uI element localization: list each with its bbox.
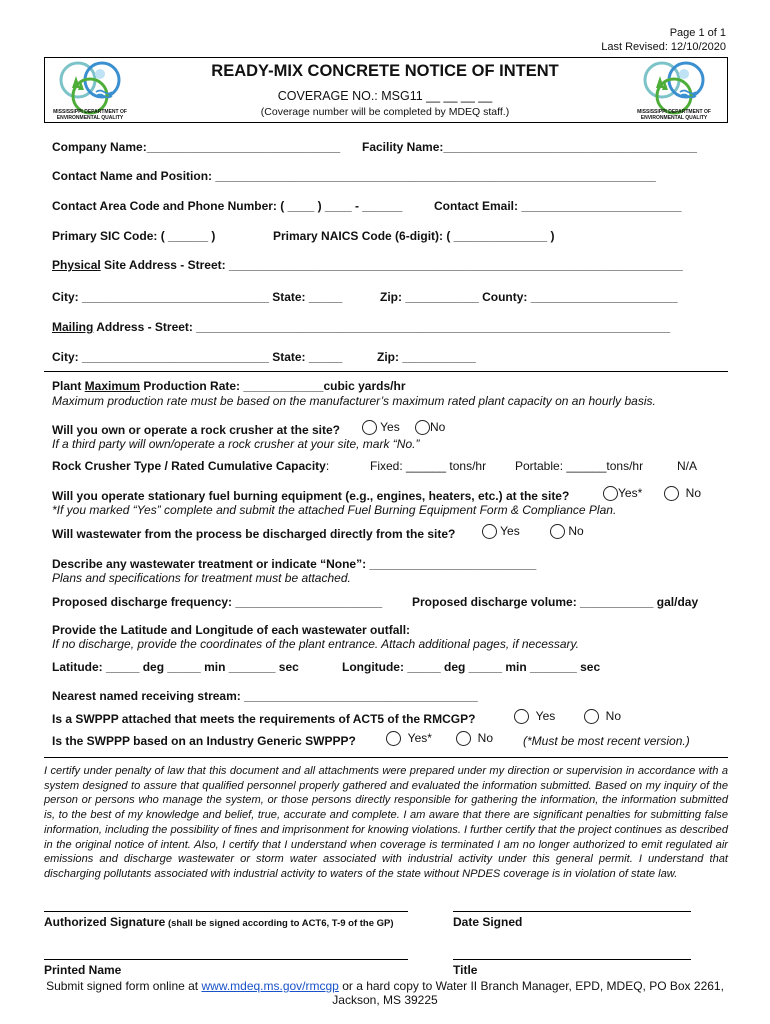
date-signed-label: Date Signed [453, 915, 523, 929]
discharge-volume-text: Proposed discharge volume: ___________ gal/day [412, 595, 699, 609]
title-label: Title [453, 963, 478, 977]
discharge-volume-field[interactable] [412, 595, 698, 609]
outfall-note: If no discharge, provide the coordinates of the plant entrance. Attach additional pages, if necessary. [52, 637, 579, 651]
page-number: Page 1 of 1 [669, 27, 726, 39]
latitude-field[interactable]: Latitude: _____ deg _____ min _______ sec [52, 660, 299, 674]
swppp-yes-label: Yes [535, 709, 556, 723]
submission-instructions [0, 979, 770, 993]
authorized-signature-label [44, 915, 394, 929]
treatment-note: Plans and specifications for treatment must be attached. [52, 571, 351, 585]
mailing-label: Mailing [52, 320, 94, 334]
last-revised: Last Revised: 12/10/2020 [601, 41, 726, 53]
generic-swppp-question: Is the SWPPP based on an Industry Generic SWPPP? [52, 734, 356, 748]
crusher-type-text: Rock Crusher Type / Rated Cumulative Capacity [52, 459, 326, 473]
generic-swppp-yes-option[interactable] [386, 731, 432, 746]
signature-line [44, 911, 408, 912]
crusher-type-label [52, 459, 329, 473]
submission-address: Jackson, MS 39225 [332, 993, 438, 1007]
fuel-note: *If you marked “Yes” complete and submit the attached Fuel Burning Equipment Form & Compliance Plan. [52, 503, 617, 517]
crusher-no-option[interactable] [415, 420, 445, 435]
production-label-b: Production Rate: ____________cubic yards/hr [140, 379, 406, 393]
generic-swppp-no-label: No [477, 731, 494, 745]
crusher-no-radio[interactable] [415, 420, 430, 435]
wastewater-no-label: No [568, 524, 584, 538]
wastewater-no-option[interactable] [550, 524, 584, 539]
crusher-no-label: No [430, 420, 446, 434]
authorized-signature-text: Authorized Signature [44, 915, 166, 929]
generic-swppp-yes-radio[interactable] [386, 731, 401, 746]
swppp-no-radio[interactable] [584, 709, 599, 724]
wastewater-yes-option[interactable] [482, 524, 520, 539]
production-note: Maximum production rate must be based on the manufacturer’s maximum rated plant capacity on an hourly basis. [52, 394, 656, 408]
phone-field[interactable]: Contact Area Code and Phone Number: ( ____ ) ____ - ______ [52, 199, 403, 213]
certification-divider [44, 757, 728, 758]
form-title: READY-MIX CONCRETE NOTICE OF INTENT [211, 62, 559, 80]
logo-text-line2: ENVIRONMENTAL QUALITY [56, 114, 124, 121]
company-name-field[interactable]: Company Name:_____________________________ [52, 140, 341, 154]
swppp-no-label: No [605, 709, 622, 723]
wastewater-no-radio[interactable] [550, 524, 565, 539]
facility-name-field[interactable]: Facility Name:______________________________________ [362, 140, 697, 154]
crusher-yes-option[interactable] [362, 420, 400, 435]
fuel-no-label: No [685, 486, 702, 500]
naics-code-field[interactable]: Primary NAICS Code (6-digit): ( ______________ ) [273, 229, 555, 243]
logo-text-line1: MISSISSIPPI DEPARTMENT OF [637, 109, 711, 115]
email-field[interactable]: Contact Email: ________________________ [434, 199, 682, 213]
fuel-question: Will you operate stationary fuel burning equipment (e.g., engines, heaters, etc.) at the site? [52, 489, 570, 503]
mailing-address-field[interactable] [52, 320, 670, 334]
swppp-yes-radio[interactable] [514, 709, 529, 724]
physical-label: Physical [52, 258, 101, 272]
logo-text-line2: ENVIRONMENTAL QUALITY [640, 114, 708, 121]
treatment-field[interactable]: Describe any wastewater treatment or indicate “None”: _________________________ [52, 557, 537, 571]
swppp-question: Is a SWPPP attached that meets the requirements of ACT5 of the RMCGP? [52, 712, 476, 726]
production-rate-field[interactable] [52, 379, 405, 393]
fuel-no-option[interactable] [664, 486, 701, 501]
crusher-yes-label: Yes [380, 420, 400, 434]
crusher-note: If a third party will own/operate a rock crusher at your site, mark “No.” [52, 437, 420, 451]
physical-zip-county-field[interactable]: Zip: ___________ County: ______________________ [380, 290, 678, 304]
printed-name-line [44, 959, 408, 960]
receiving-stream-field[interactable]: Nearest named receiving stream: ___________________________________ [52, 689, 478, 703]
crusher-type-colon: : [325, 459, 330, 473]
production-label-maximum: Maximum [84, 379, 141, 393]
section-divider [44, 371, 728, 372]
fuel-yes-radio[interactable] [603, 486, 618, 501]
authorized-signature-note: (shall be signed according to ACT6, T-9 of the GP) [165, 918, 394, 929]
header-divider [44, 122, 728, 123]
wastewater-yes-radio[interactable] [482, 524, 497, 539]
wastewater-question: Will wastewater from the process be discharged directly from the site? [52, 527, 456, 541]
coverage-note: (Coverage number will be completed by MDEQ staff.) [260, 106, 510, 118]
physical-address-field[interactable] [52, 258, 683, 272]
mailing-address-rest: Address - Street: _______________________________________________________________________ [93, 320, 671, 334]
mailing-city-state-field[interactable]: City: ____________________________ State: _____ [52, 350, 343, 364]
certification-statement: I certify under penalty of law that this document and all attachments were prepared under my direction or supervision in accordance with a system designed to assure that qualified personnel properly gathered and evaluated the information submitted. Based on my inquiry of the person or persons who manage the system, or those persons directly responsible for gathering the information, the information submitted is, to the best of my knowledge and belief, true, accurate and complete. I am aware that there are significant penalties for submitting false information, including the possibility of fines and imprisonment for knowing violations. I further certify that the project continues as described in the original notice of intent. Also, I certify that I understand when coverage is terminated I am no longer authorized to emit regulated air emissions and discharge wastewater or storm water associated with industrial activity under this general permit. I understand that discharging pollutants associated with industrial activity to waters of the state without NPDES coverage is in violation of state law. [44, 765, 728, 880]
swppp-no-option[interactable] [584, 709, 621, 724]
swppp-yes-option[interactable] [514, 709, 555, 724]
generic-swppp-yes-label: Yes* [407, 731, 432, 745]
generic-swppp-no-radio[interactable] [456, 731, 471, 746]
physical-city-state-field[interactable]: City: ____________________________ State: _____ [52, 290, 343, 304]
logo-text-line1: MISSISSIPPI DEPARTMENT OF [53, 109, 127, 115]
crusher-fixed-field[interactable]: Fixed: ______ tons/hr [370, 459, 487, 473]
physical-address-rest: Site Address - Street: ____________________________________________________________________ [100, 258, 683, 272]
printed-name-label: Printed Name [44, 963, 122, 977]
footer-post: or a hard copy to Water II Branch Manager, EPD, MDEQ, PO Box 2261, [338, 979, 724, 993]
crusher-yes-radio[interactable] [362, 420, 377, 435]
crusher-portable-field[interactable]: Portable: ______tons/hr [515, 459, 644, 473]
outfall-title: Provide the Latitude and Longitude of each wastewater outfall: [52, 623, 411, 637]
crusher-na-option[interactable]: N/A [677, 459, 698, 473]
coverage-number: COVERAGE NO.: MSG11 __ __ __ __ [277, 89, 493, 103]
footer-pre: Submit signed form online at [46, 979, 202, 993]
wastewater-yes-label: Yes [500, 524, 520, 538]
fuel-yes-option[interactable] [603, 486, 642, 501]
contact-name-field[interactable]: Contact Name and Position: __________________________________________________________________ [52, 169, 656, 183]
discharge-frequency-field[interactable]: Proposed discharge frequency: ______________________ [52, 595, 383, 609]
mailing-zip-field[interactable]: Zip: ___________ [377, 350, 476, 364]
crusher-question: Will you own or operate a rock crusher at the site? [52, 423, 340, 437]
fuel-no-radio[interactable] [664, 486, 679, 501]
generic-swppp-note: (*Must be most recent version.) [523, 734, 690, 748]
production-label-a: Plant [52, 379, 85, 393]
date-line [453, 911, 691, 912]
title-line [453, 959, 691, 960]
longitude-field[interactable]: Longitude: _____ deg _____ min _______ sec [342, 660, 601, 674]
generic-swppp-no-option[interactable] [456, 731, 493, 746]
sic-code-field[interactable]: Primary SIC Code: ( ______ ) [52, 229, 216, 243]
fuel-yes-label: Yes* [618, 486, 643, 500]
rmcgp-link[interactable]: www.mdeq.ms.gov/rmcgp [201, 979, 339, 993]
